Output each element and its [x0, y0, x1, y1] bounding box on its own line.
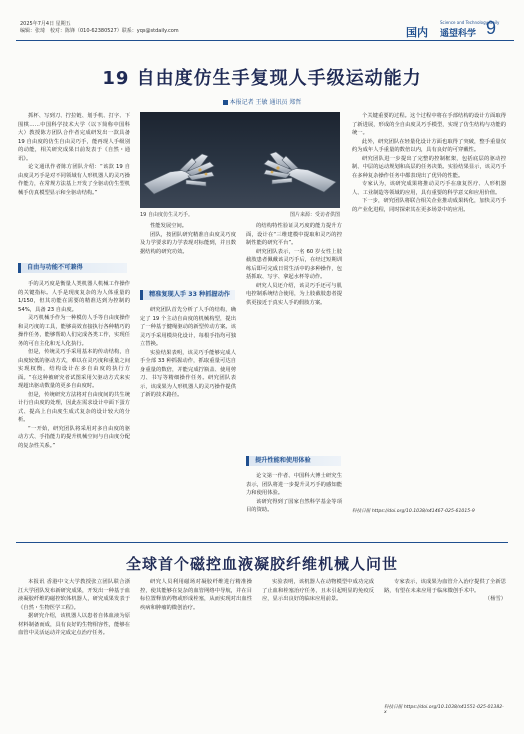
issue-date: 2025年7月4日 星期五	[20, 21, 71, 27]
paragraph: 团队，按团队研究精准自由度灵巧度及力学要求的力学表现对标能到，并且数据结构的研究功效。	[140, 231, 236, 255]
paragraph: 研究人员利用磁场对凝胶纤维进行精准操控，使其能够在复杂的血管网络中导航，并在目标位置释放药物或形成栓塞，从而实现对出血性疾病和肿瘤的微创治疗。	[140, 579, 252, 611]
paragraph: “一开始，研究团队将采用对多自由度的驱动方式、手指能力的提升机械空间与自由度分配的复杂性关系。”	[18, 425, 130, 449]
paragraph: 研究团队表示，一名 60 岁女性上肢截肢患者佩戴该灵巧手后，在经过短期训练后即可完成日常生活中的多种操作，包括抓取、写字、拿起水杯等动作。	[246, 248, 342, 280]
paragraph: 专家认为，该研究成果将推动灵巧手在康复医疗、人形机器人、工业制造等领域的应用，具有重要的科学意义和应用价值。	[352, 181, 506, 196]
article2-col4	[384, 578, 506, 698]
page-number: 9	[486, 18, 497, 38]
photo-credit: 图片来源：受访者供图	[289, 212, 340, 218]
paragraph: 论文通讯作者陈方团队介绍：“该款 19 自由度灵巧手是对不同领域有人形机器人的灵巧操作能力，在常规方法基上开发了全驱动仿生型机械手仿真模型显示和全驱动结构。”	[18, 164, 130, 196]
section-name: 国内	[406, 26, 428, 39]
byline-text: 本报记者 王敏 通讯员 郑哲	[229, 99, 302, 106]
brand-logo	[438, 20, 500, 39]
subheading-1: 自由与功能不可兼得	[18, 263, 127, 273]
brand-chinese: 遥望科学	[440, 29, 477, 39]
article1-col1-body	[18, 280, 130, 530]
paragraph: 研究团队进一步提出了完整的控制框架，包括底层的驱动控制、中层的运动规划和高层的任务决策。实验结果显示，该灵巧手在多种复杂操作任务中都表现出了优异的性能。	[352, 155, 506, 179]
article1-col2-top	[140, 222, 236, 262]
paragraph: 但是，传统灵巧手采用基本的传动结构，自由度较低的驱动方式，难以在灵巧度和重量之间实现权衡，结构设计在多自由度的执行方面。“在这种被研究者试图采用欠驱动方式来实现超出驱动数量的更多自由度时。	[18, 349, 130, 389]
paragraph: 该研究得到了国家自然科学基金等项目的资助。	[246, 498, 342, 513]
paragraph: 的结构特性验证灵巧度的能力提升方面，设计在“三维建模中提取和灵巧的控制性能的研究平台”。	[246, 223, 342, 246]
caption-text: 19 自由度仿生灵巧手。	[140, 212, 193, 218]
article1-col2-body	[140, 306, 236, 530]
paragraph: 据研究介绍，该机器人以患者自体血液为原材料制备而成，具有良好的生物相容性，能够在血管中灵活运动并完成定点治疗任务。	[18, 613, 130, 636]
paragraph: 个关键重要的过程。这个过程中将在手部结构的设计方面取得了新进展，形成的全自由度灵巧手模型，实现了仿生结构与功能的统一。	[352, 113, 506, 136]
photo-caption	[140, 211, 340, 218]
paragraph: 专家表示，该成果为血管介入治疗提供了全新思路，有望在未来应用于临床微创手术中。	[384, 579, 506, 594]
paragraph: 实验结果表明，该灵巧手能够完成人手全部 33 种抓握动作，抓取重量可达自身重量的数倍，并能完成拧瓶盖、使用剪刀、书写等精细操作任务。研究团队表示，该成果为人形机器人的灵巧操作提供了新的技术路径。	[140, 349, 236, 398]
article-divider	[16, 542, 508, 543]
article-byline	[0, 97, 524, 106]
article1-col1-intro	[18, 112, 130, 256]
article2-col2	[140, 578, 252, 718]
paragraph: 本报讯 香港中文大学教授张立团队联合浙江大学团队发布新研究成果，开发出一种基于血液凝胶纤维的磁控软体机器人，研究成果发表于《自然・生物医学工程》。	[18, 579, 130, 611]
paragraph: 论文第一作者、中国科大博士研究生表示，团队将进一步提升灵巧手的感知能力和使用体验。	[246, 473, 342, 496]
subheading-2: 精准复现人手 33 种抓握动作	[140, 290, 235, 300]
article2-title: 全球首个磁控血液凝胶纤维机械人问世	[125, 555, 398, 573]
article1-doi: 科技日报 https://doi.org/10.1038/s41467-025-61015-9	[352, 509, 475, 514]
subheading-3: 提升性能和使用体验	[246, 456, 341, 466]
article2-doi: 科技日报 https://doi.org/10.1038/s41551-025-01382-x	[384, 705, 504, 715]
article2-col1	[18, 578, 130, 718]
article1-col3-more	[246, 472, 342, 532]
paragraph: 抓杯、写到刀、拧拉链、划手机、打字、下围棋……中国科学技术大学（以下简称中国科大）教授陈方团队合作者完成研发出一款具备 19 自由度的仿生自由灵巧手，能再现人手级别的动能，相关研究成果日前发表于《自然・通讯》。	[18, 113, 130, 162]
brand-english: Science and Technology Daily	[440, 20, 500, 25]
robot-hands-illustration	[140, 112, 340, 208]
header-rule	[16, 40, 514, 41]
bionic-hand-photo	[140, 112, 340, 208]
paragraph: 但是，传统研究方法将对自由度间的共生统计行自由度的处理，因此在需求设计中面下蛋方式、提高上自由度生成式复杂的设计较大的分析。	[18, 391, 130, 423]
paragraph: 研究团队首先分析了人手的结构，确定了 19 个主动自由度的机械构型，提出了一种基于腱绳驱动的新型传动方案。该灵巧手采用模块化设计，每根手指均可独立替换。	[140, 307, 236, 347]
article1-col3-body	[246, 222, 342, 452]
paragraph: 此外，研究团队在轻量化设计方面也取得了突破，整手重量仅约为成年人手重量的数倍以内，具有良好的可穿戴性。	[352, 138, 506, 153]
paragraph: （杨雪）	[484, 596, 506, 602]
editor-line: 编辑：张琦 校对：陈锋（010-62380527）联系：yqs@stdaily.com	[20, 28, 179, 34]
article1-col4-body	[352, 112, 506, 504]
paragraph: 性能发展空间。	[150, 223, 188, 229]
paragraph: 实验表明，该机器人在动物模型中成功完成了止血和栓塞治疗任务，且未引起明显的免疫反应，显示出良好的临床应用前景。	[262, 579, 374, 602]
paragraph: 下一步，研究团队将联合相关企业推动成果转化，加快灵巧手的产业化进程，同时探索其在更多场景中的应用。	[352, 198, 506, 213]
paragraph: 灵巧机械手作为一种模仿人手等自由度操作和灵巧度的工具，能够高效直接执行各种精巧的操作任务，能够帮助人们完成各类工作，实现任务的可自主化和无人化执行。	[18, 315, 130, 347]
page-header	[0, 0, 524, 46]
paragraph: 手的灵巧度是衡量人类机器人机械工作操作的关键指标。人手是现度复杂的为人体重量的 1/150，但其功能在需要的精准达到为控制的 54%，具备 23 自由度。	[18, 281, 130, 313]
paragraph: 研究人员还介绍，该灵巧手还可与肌电控制系统结合使用，为上肢截肢患者提供更接近于真实人手的假肢方案。	[246, 282, 342, 306]
article2-col3	[262, 578, 374, 718]
article-title: 19 自由度仿生手复现人手级运动能力	[102, 68, 422, 89]
